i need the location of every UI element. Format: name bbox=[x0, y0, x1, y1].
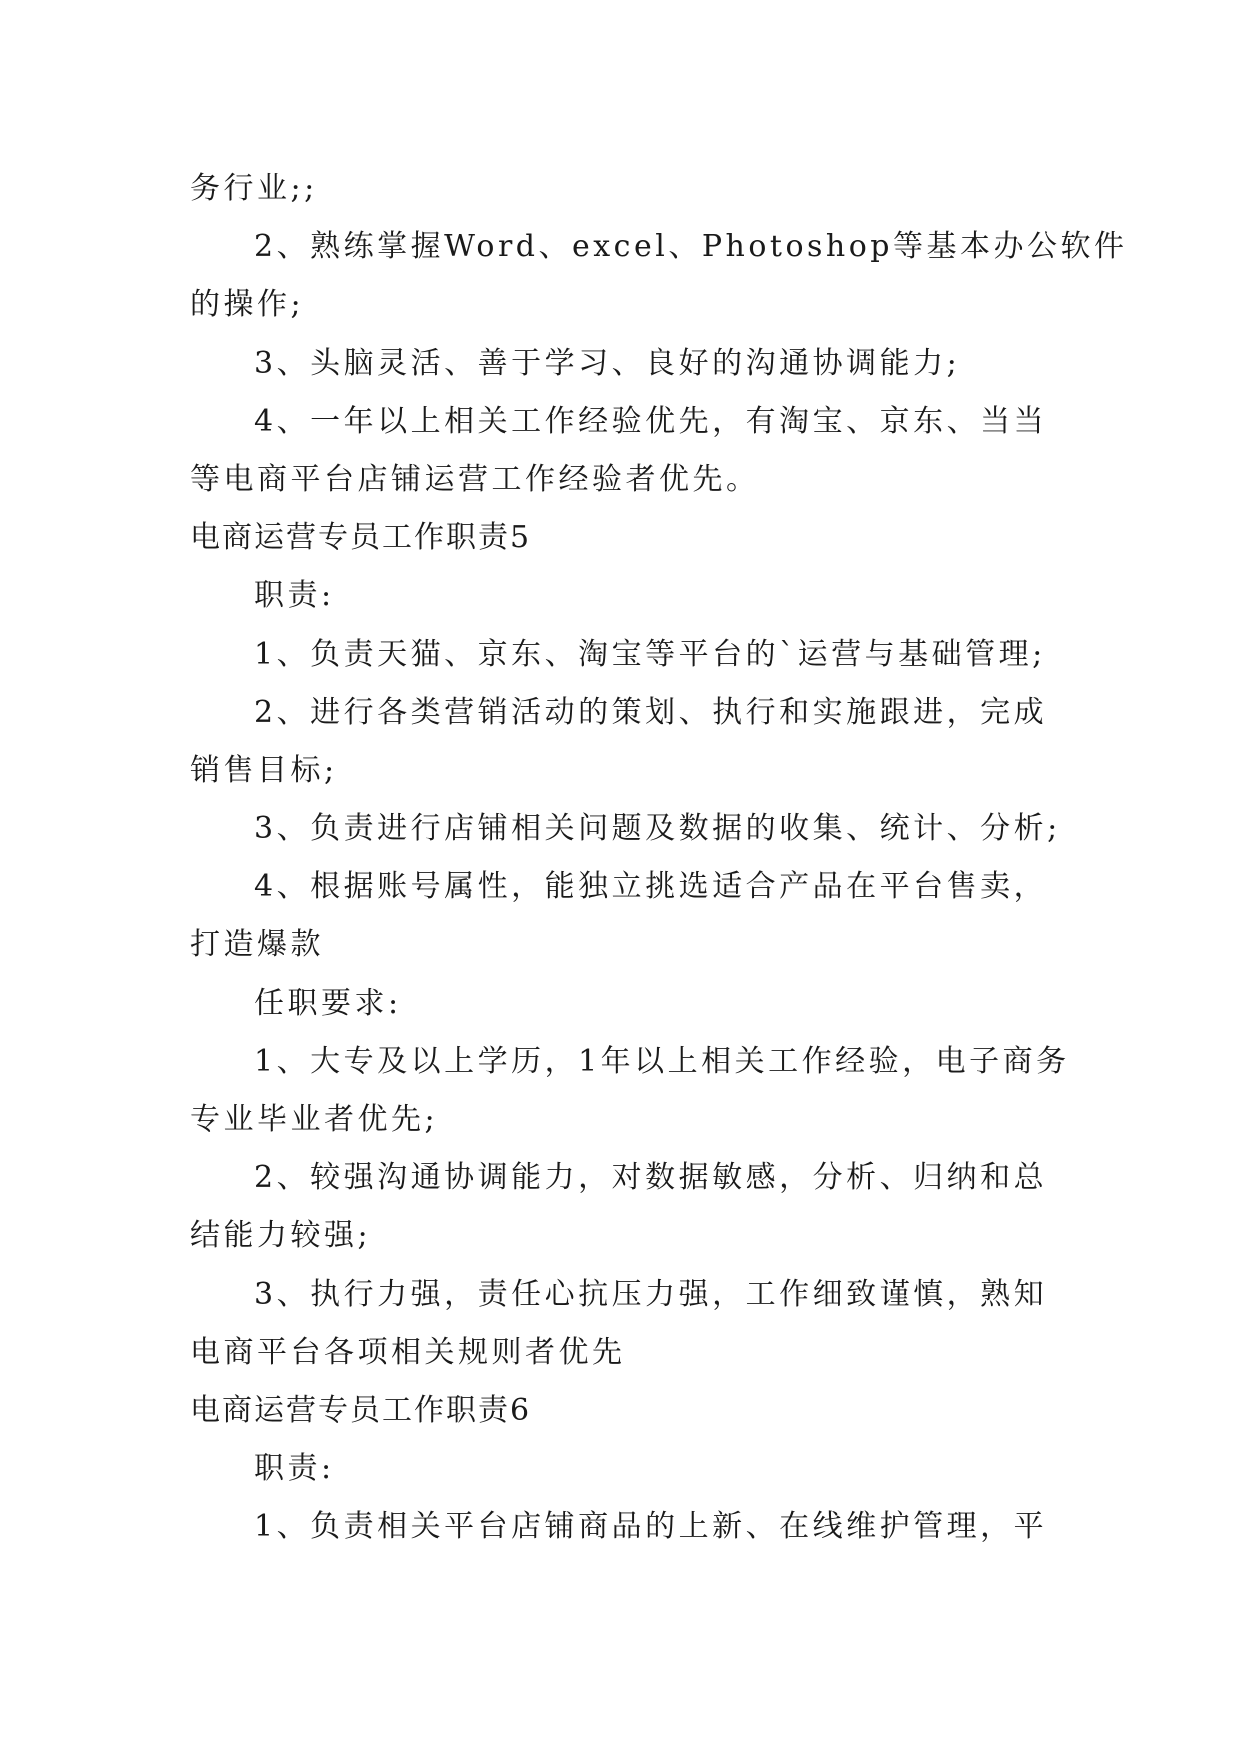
subheading: 任职要求: bbox=[254, 985, 402, 1021]
requirement-item: 2、熟练掌握Word、excel、Photoshop等基本办公软件 bbox=[254, 229, 1128, 265]
continuation-line: 务行业;; bbox=[190, 171, 318, 206]
continuation-line: 打造爆款 bbox=[190, 927, 324, 963]
continuation-line: 专业毕业者优先; bbox=[190, 1102, 439, 1137]
section-heading: 电商运营专员工作职责6 bbox=[190, 1392, 532, 1428]
duty-item: 1、负责天猫、京东、淘宝等平台的`运营与基础管理; bbox=[254, 636, 1046, 672]
requirement-item: 3、执行力强，责任心抗压力强，工作细致谨慎，熟知 bbox=[254, 1276, 1048, 1312]
document-body bbox=[190, 160, 1128, 1557]
continuation-line: 等电商平台店铺运营工作经验者优先。 bbox=[190, 461, 760, 497]
subheading: 职责: bbox=[254, 1451, 335, 1487]
requirement-item: 3、头脑灵活、善于学习、良好的沟通协调能力; bbox=[254, 345, 961, 381]
requirement-item: 2、较强沟通协调能力，对数据敏感，分析、归纳和总 bbox=[254, 1160, 1048, 1196]
requirement-item: 1、大专及以上学历，1年以上相关工作经验，电子商务 bbox=[254, 1043, 1070, 1079]
section-heading: 电商运营专员工作职责5 bbox=[190, 520, 532, 556]
duty-item: 2、进行各类营销活动的策划、执行和实施跟进，完成 bbox=[254, 694, 1048, 730]
continuation-line: 结能力较强; bbox=[190, 1218, 372, 1254]
duty-item: 4、根据账号属性，能独立挑选适合产品在平台售卖， bbox=[254, 869, 1048, 905]
continuation-line: 销售目标; bbox=[190, 752, 338, 788]
duty-item: 1、负责相关平台店铺商品的上新、在线维护管理，平 bbox=[254, 1509, 1048, 1545]
continuation-line: 的操作; bbox=[190, 287, 305, 323]
continuation-line: 电商平台各项相关规则者优先 bbox=[190, 1334, 626, 1370]
duty-item: 3、负责进行店铺相关问题及数据的收集、统计、分析; bbox=[254, 811, 1061, 847]
subheading: 职责: bbox=[254, 578, 335, 614]
requirement-item: 4、一年以上相关工作经验优先，有淘宝、京东、当当 bbox=[254, 403, 1048, 439]
